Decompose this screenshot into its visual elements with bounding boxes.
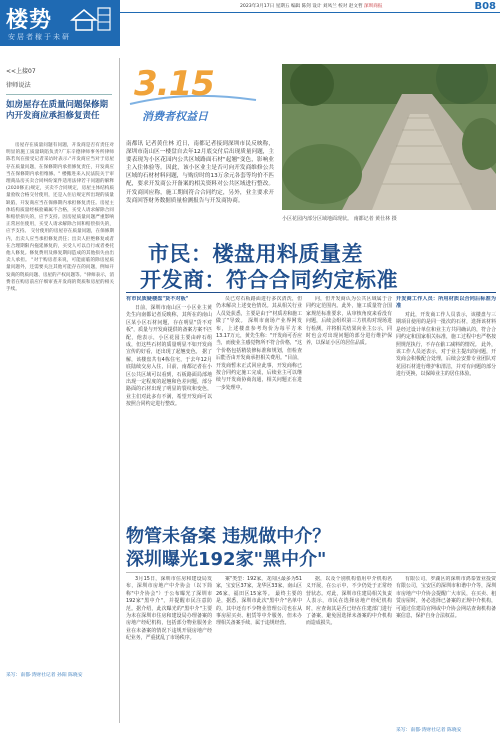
top-rule (120, 12, 500, 13)
column-subheading: 开发商工作人员：所用材质以合同后标准为准 (396, 296, 496, 309)
column-body: 对此，开发商工作人员表示，该楼盘与三期项目使用的是同一批次的石材，选择该材料是经过设计单位和业主方共同确认的，符合合同约定和国家相关标准，施工过程中也严格按照规范执行，不存在偷工减料的情况。 此外，该工作人员还表示，对于业主提出的问题，开发商会积极配合处理，后续会安排专业团队对花园石材进行维护和清洁，并对有问题的部分进行更换，以保障业主的居住体验。 (396, 312, 496, 378)
consumer-day-badge (128, 64, 258, 134)
issue-date-editors: 2023年3月17日 星期五 编辑 陈剑 设计 刘凤兰 校对 赵文哲 (240, 4, 363, 9)
lead-paragraph: 南都讯 记者黄仕林 近日，南都记者接到深圳市民反映称，深圳市南山区一楼盘自去年12月底交付后出现质量问题，主要表现为小区花园内公共区域路面石材"起翘"变色，影响业主入住体验等。因此，该小区业主是否可向开发商维修公共区域的石材材料问题，与购房时的13万余元各套等均价不匹配，要求开发商公开备案的相关资料对公共区域进行整改。开发商回应称，施工期间符合合同约定，另外，业主要求开发商回答财务数据质量检测报告与开发商协商。 (126, 141, 274, 204)
second-headline-line1: 物管未备案 违规做中介？ (126, 526, 331, 547)
sidebar (0, 66, 118, 716)
garden-photo-illustration (282, 64, 496, 210)
column-body: 案"类型：192家，龙岗区最多为51家，宝安区37家，龙华区33家，南山区26家，福田区15家等。 最终主要的是，据悉，深圳市此次"黑中介"名单中的，其中还有不少物业管理公司也在从事房屋买卖、租赁等中介服务，但未办理相关备案手续，属于违规经营。 (216, 576, 302, 627)
article-column (306, 296, 392, 516)
garden-photo (282, 64, 496, 210)
article-column (396, 296, 496, 516)
section-logo (0, 0, 120, 46)
column-body: 有限公司，罗湖区的深圳市鸿泰置业投资有限公司，宝安区的深圳市和谐中介等，深圳市房地产中介协会提醒广大市民，在买卖、租赁房屋时，务必选择已备案的正规中介机构，可通过住建局官网或中介协会网站查询机构备案信息，保护自身合法权益。 (396, 576, 496, 620)
second-headline-line2: 深圳曝光192家"黑中介" (126, 549, 327, 570)
article-column (126, 296, 212, 516)
sidebar-byline: 采写：南都·湾财社记者 孙阳 陈晓安 (6, 673, 83, 678)
masthead (0, 0, 500, 46)
column-subheading: 有市民质疑楼盘"货不对板" (126, 296, 189, 302)
main-headline-line2: 开发商：符合合同约定标准 (140, 268, 398, 292)
second-rule (126, 572, 496, 573)
house-icon (70, 6, 114, 32)
logo-text: 楼势 (6, 8, 53, 33)
article-column (216, 576, 302, 736)
sidebar-headline: 如房屋存在质量问题保修期内开发商应承担修复责任 (6, 100, 109, 121)
column-body: 据，以及个别机构借用中介机构名义开展，在公示中，不少仍处于正常经营状态。对此，深圳市住建局相关负责人表示，市民在选择房地产经纪机构时，应查询其是否已经在住建部门进行了备案，避免因选择未备案的中介机构而造成损失。 (306, 576, 392, 627)
main-headline-line1: 市民：楼盘用料质量差 (148, 242, 363, 266)
sidebar-body: 房屋存在质量问题有问题，开发商是否有责任对明显的施工质量缺陷负责?广东辛德律师事务所律师陈若岚在接受记者采访时表示:"开发商应当对于房屋存在质量问题，在保修期内承担修复责任，开发商应当在保修期内承担维修。" 楼搬进来入民法院关于审理商品房买卖合同纠纷案件适用法律若干问题的解释(2020修正)规定，买卖不合同规定，房屋主体结构质量验收合格交付使用，还是入住后规定所出现的质量缺陷，开发商应当在保修期内承担修复责任。房屋主体结构质量经核验确属不合格，买受人请求解除合同和赔偿损失的，应予支持。因房屋质量问题严重影响正常居住使用，买受人请求解除合同和赔偿损失的，应予支持。 交付使用的房屋存在质量问题，在保修期内，出卖人应当承担修复责任；出卖人拒绝修复或者在合理期限内拖延修复的，买受人可以自行或者委托他人修复。修复费用及修复期间造成的其他损失由出卖人承担。 "对于购房者来说，可能面临的除房屋质量问题外，还需要关注其他可能存在的问题，例如开发商的资质问题、房屋的产权问题等。"律师表示，消费者在购房前应仔细审查开发商的资质和房屋的相关手续。 (6, 143, 114, 293)
badge-number: 3.15 (134, 64, 214, 104)
column-divider (119, 58, 120, 723)
sidebar-rule (6, 94, 112, 95)
article-column (126, 576, 212, 736)
photo-caption: 小区花园内部分区域地面现状。 南都记者 黄仕林 摄 (282, 216, 397, 222)
column-body: 问，但开发商认为公共区域属于合同约定范围内。此外，施工质量符合国家规范标准要求，从审核角度来看没有问题，后续会组织第三方机构对现场进行检测，并将相关结果向业主公示，同时也会对出现问题的部分进行维护保养，以保证小区的居住品质。 (306, 296, 392, 347)
article-column (396, 576, 496, 724)
sidebar-section-title: 律师说法 (6, 82, 31, 89)
column-body: 日前，深圳市南山区一小区业主黄先生向南都记者反映称，其所在的南山区某小区石材问题，存在明显"货不对板"，质量与开发商提供的备案方案不匹配，他表示，小区花园主要由碎石组成，但这些石材的质量明显不如开发商宣传的好看，还出现了起翘变色。 据了解，该楼盘共有4栋住宅，于去年12月底陆续交房入住，目前，南都记者在小区公共区域可以看到，石板路面局部地出现一定程度的起翘和色差问题，部分路面的石材出现了明显的裂纹和变色，业主们对此多有不满，希望开发商可以按照合同约定进行整改。 (126, 305, 212, 408)
article-column (306, 576, 392, 736)
column-body: 员已对石板路面进行多次清洗，但仍未解决上述变色情况。其从相关行业人员处获悉，主要是由于"材质差和施工做了"导致。 深圳市南场产业界网发布，上述楼盘参考均价为每平方米13.17万元，黄先生称："开发商可否应当，而使业主感觉物所不符合价格，"这个价格包括精装修标准和规划，但检查后能否由开发商承担相关费用。"目前，开发商暂未正式回应此事，开发商称已按合同约定施工完成，后续业主可以继续与开发商协商沟通，相关问题正在进一步处理中。 (216, 296, 302, 391)
article-column (216, 296, 302, 516)
column-body: 3月15日，深圳市住房和建设局发布，深圳市房地产中介协会（以下简称"中介协会"）于公布曝光了深圳市192家"黑中介"，并提醒市民注意防范。据介绍，此次曝光的"黑中介"主要为未在深圳市住房和建设局办理备案的房地产经纪机构，包括部分物业服务企业在未备案的情况下违规开展房地产经纪业务，严重扰乱了市场秩序。 (126, 576, 212, 642)
badge-subtitle: 消费者权益日 (142, 110, 208, 123)
second-byline: 采写：南都·湾财社记者 陈晓安 (396, 728, 462, 733)
logo-slogan: 安居者稼于未研 (8, 33, 71, 41)
page-number: B08 (474, 1, 496, 12)
issue-meta (240, 3, 382, 9)
newspaper-name: 深圳商报 (364, 4, 383, 9)
continued-tag: <<上接07 (6, 68, 36, 75)
main-rule (126, 292, 496, 293)
